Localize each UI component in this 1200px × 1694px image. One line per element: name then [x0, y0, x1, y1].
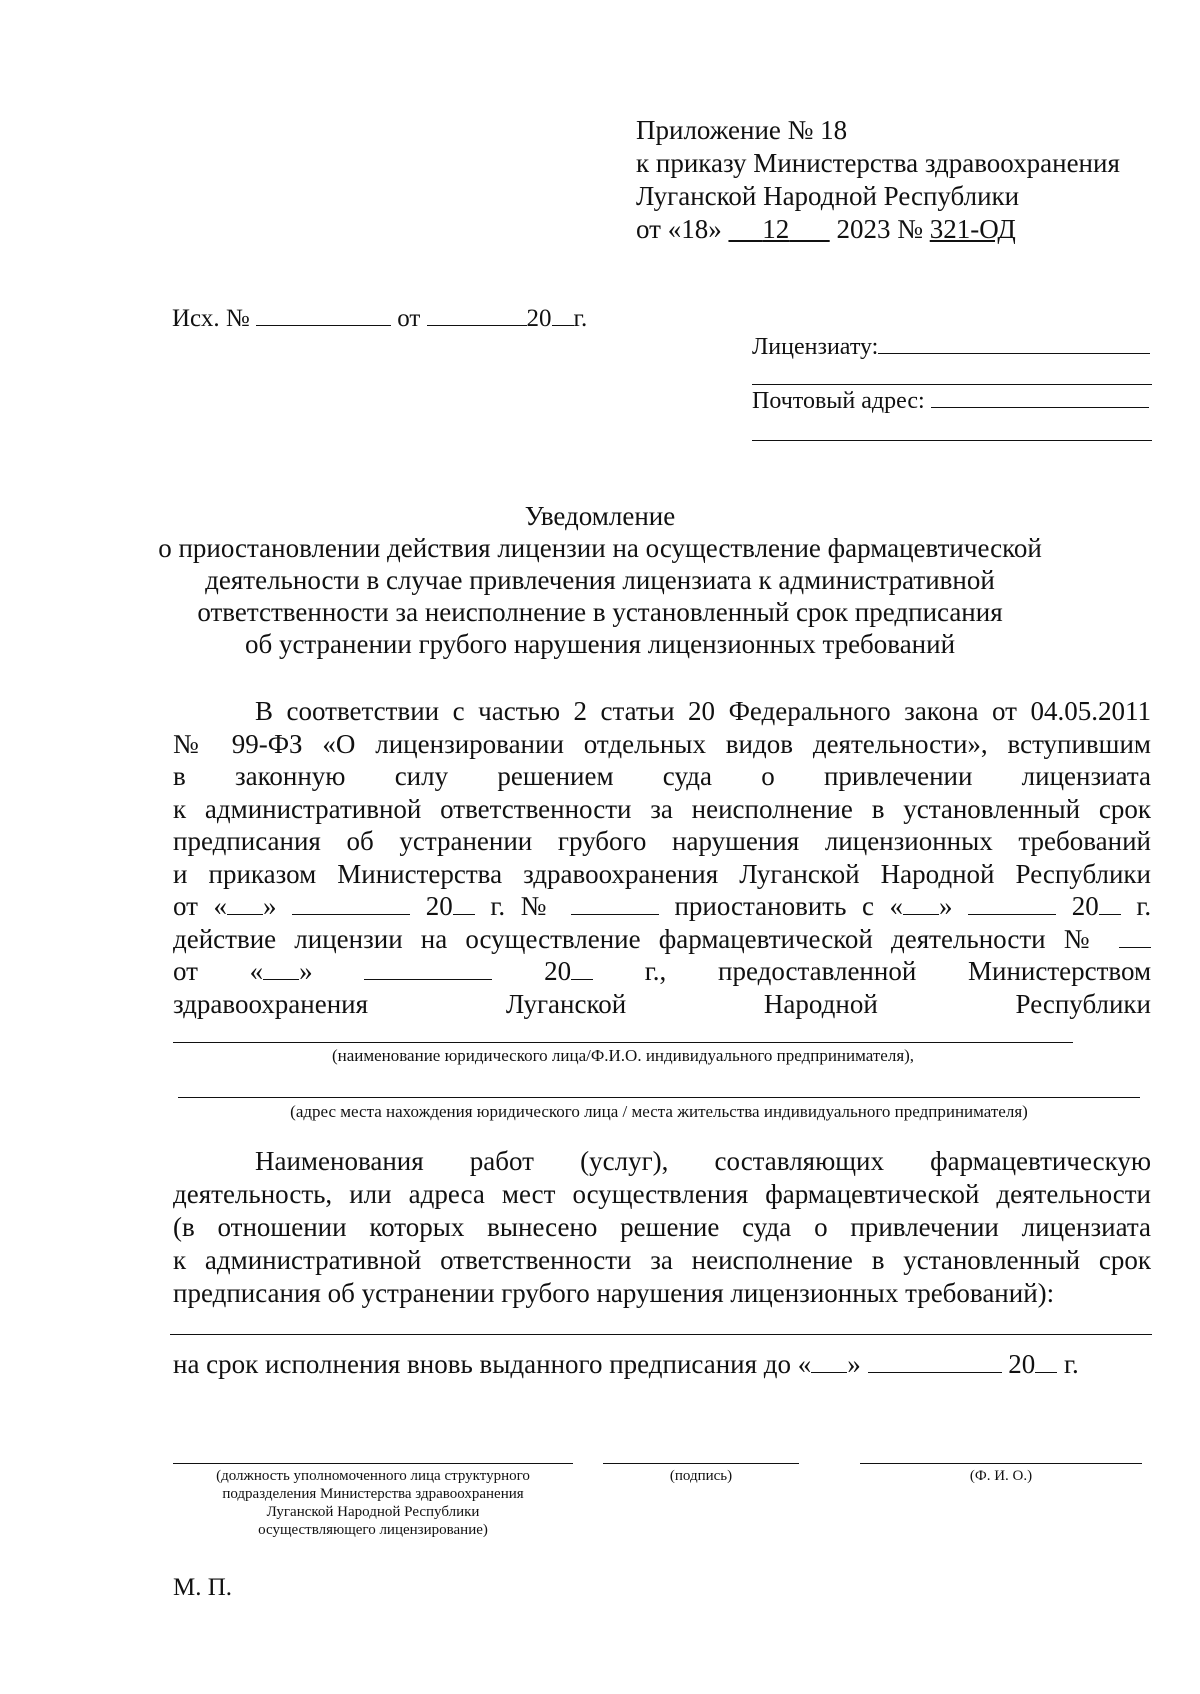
license-month-field[interactable] — [364, 978, 492, 980]
position-signature-line[interactable] — [173, 1463, 573, 1464]
outgoing-year-field[interactable] — [552, 324, 574, 326]
entity-name-caption: (наименование юридического лица/Ф.И.О. индивидуального предпринимателя), — [331, 1046, 915, 1065]
notice-body — [173, 695, 1151, 1020]
term-month-field[interactable] — [868, 1371, 1002, 1373]
body-line: предписания об устранении грубого нарушения лицензионных требований — [173, 826, 1151, 856]
body-line: к административной ответственности за неисполнение в установленный срок — [173, 793, 1151, 824]
appendix-order-number: 321-ОД — [929, 214, 1016, 244]
license-year-field[interactable] — [571, 978, 593, 980]
works-line: Наименования работ (услуг), составляющих фармацевтическую — [255, 1146, 1151, 1176]
suspension-order-month-field[interactable] — [292, 913, 410, 915]
body-line: № 99-ФЗ «О лицензировании отдельных видов деятельности», вступившим — [173, 728, 1151, 759]
outgoing-prefix: Исх. № — [172, 305, 250, 332]
term-year-field[interactable] — [1035, 1371, 1057, 1373]
outgoing-from: от — [397, 305, 421, 332]
body-line: в законную силу решением суда о привлечении лицензиата — [173, 761, 1151, 791]
works-line: к административной ответственности за неисполнение в установленный срок — [173, 1245, 1151, 1275]
notice-title-line: деятельности в случае привлечения лицензиата к административной — [205, 565, 995, 595]
body-line: В соответствии с частью 2 статьи 20 Федерального закона от 04.05.2011 — [255, 696, 1151, 726]
suspension-start-month-field[interactable] — [968, 913, 1056, 915]
suspension-order-day-field[interactable] — [227, 913, 263, 915]
body-line-license: действие лицензии на осуществление фармацевтической деятельности № — [173, 923, 1151, 956]
body-line: и приказом Министерства здравоохранения Луганской Народной Республики — [173, 858, 1151, 889]
license-number-field[interactable] — [1119, 946, 1151, 948]
position-caption: (должность уполномоченного лица структурного подразделения Министерства здравоохранения Луганской Народной Республики осуществляющего лицензирование) — [216, 1468, 530, 1538]
outgoing-number-line — [172, 305, 587, 333]
licensee-label: Лицензиату: — [752, 334, 879, 360]
works-paragraph — [173, 1145, 1151, 1310]
outgoing-year: 20 — [526, 305, 552, 332]
appendix-date-month: 12 — [762, 214, 790, 244]
postal-extra-line[interactable] — [752, 440, 1152, 441]
works-line: (в отношении которых вынесено решение суда о привлечении лицензиата — [173, 1212, 1151, 1242]
term-line: на срок исполнения вновь выданного предписания до « » 20 г. — [173, 1349, 1079, 1379]
licensee-line — [752, 334, 1150, 361]
licensee-extra-line[interactable] — [752, 384, 1152, 385]
seal-place: М. П. — [173, 1574, 233, 1601]
suspension-order-number-field[interactable] — [571, 913, 659, 915]
entity-address-line[interactable] — [178, 1097, 1140, 1098]
works-line: деятельность, или адреса мест осуществления фармацевтической деятельности — [173, 1179, 1151, 1209]
appendix-date — [636, 213, 1120, 246]
signature-caption: (подпись) — [669, 1468, 733, 1484]
appendix-order-ref: к приказу Министерства здравоохранения — [636, 148, 1120, 178]
notice-title-line: о приостановлении действия лицензии на осуществление фармацевтической — [158, 533, 1042, 563]
notice-title-line: ответственности за неисполнение в установленный срок предписания — [197, 597, 1003, 627]
appendix-number: Приложение № 18 — [636, 115, 848, 145]
entity-name-line[interactable] — [173, 1042, 1073, 1043]
signature-line[interactable] — [603, 1463, 799, 1464]
full-name-line[interactable] — [860, 1463, 1142, 1464]
suspension-start-day-field[interactable] — [903, 913, 939, 915]
appendix-date-year: 2023 № — [836, 214, 923, 244]
entity-address-caption: (адрес места нахождения юридического лица / места жительства индивидуального предпринимателя) — [290, 1102, 1028, 1121]
body-line-license-date: от « » 20 г., предоставленной Министерством — [173, 956, 1152, 986]
postal-address-field[interactable] — [931, 406, 1149, 408]
works-field-line[interactable] — [170, 1334, 1152, 1335]
body-line: здравоохранения Луганской Народной Республики — [173, 988, 1151, 1019]
license-day-field[interactable] — [263, 978, 299, 980]
appendix-republic: Луганской Народной Республики — [636, 181, 1020, 211]
appendix-header — [636, 114, 1120, 246]
suspension-start-year-field[interactable] — [1099, 913, 1121, 915]
outgoing-number-field[interactable] — [256, 324, 391, 326]
appendix-date-prefix: от «18» — [636, 214, 722, 244]
licensee-field[interactable] — [878, 352, 1150, 354]
full-name-caption: (Ф. И. О.) — [969, 1468, 1033, 1484]
suspension-order-year-field[interactable] — [453, 913, 475, 915]
outgoing-date-field[interactable] — [427, 324, 527, 326]
notice-title — [130, 500, 1070, 660]
postal-address-line — [752, 388, 1149, 415]
outgoing-year-suffix: г. — [573, 305, 588, 332]
notice-title-line: об устранении грубого нарушения лицензионных требований — [244, 629, 956, 659]
notice-title-main: Уведомление — [524, 501, 676, 531]
body-line-dates: от « » 20 г. № приостановить с « » 20 г. — [173, 891, 1152, 921]
term-day-field[interactable] — [811, 1371, 847, 1373]
works-line: предписания об устранении грубого нарушения лицензионных требований): — [173, 1278, 1055, 1308]
postal-label: Почтовый адрес: — [752, 388, 925, 414]
